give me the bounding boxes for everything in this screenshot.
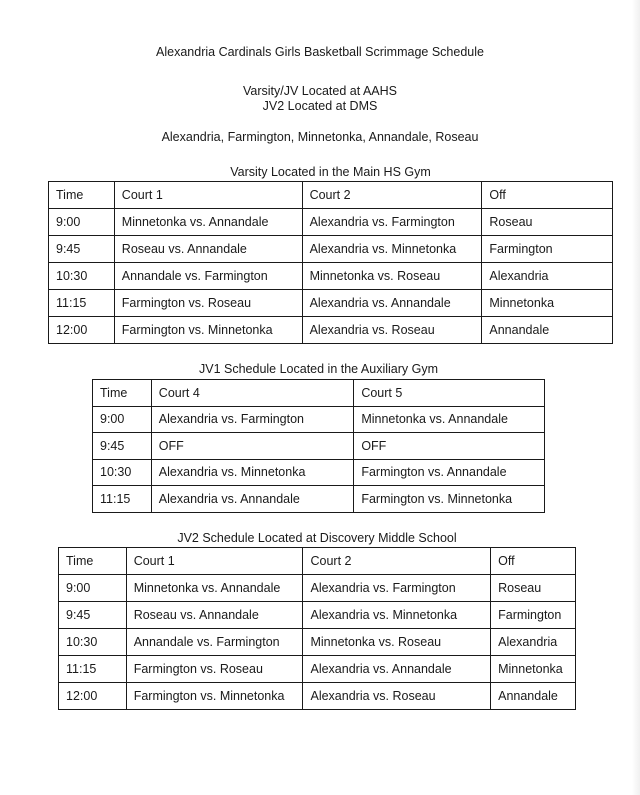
table-cell: Farmington vs. Minnetonka xyxy=(126,683,303,710)
table-cell: Annandale vs. Farmington xyxy=(114,263,302,290)
location-line-1: Varsity/JV Located at AAHS xyxy=(242,84,397,98)
column-header: Court 1 xyxy=(126,548,303,575)
table-row xyxy=(49,263,613,290)
time-cell: 10:30 xyxy=(49,263,115,290)
location-line-2: JV2 Located at DMS xyxy=(262,99,378,113)
time-cell: 9:00 xyxy=(93,406,152,433)
time-cell: 12:00 xyxy=(49,317,115,344)
table-cell: Farmington vs. Annandale xyxy=(354,459,545,486)
table-cell: Annandale xyxy=(482,317,613,344)
time-cell: 11:15 xyxy=(49,290,115,317)
table-cell: Farmington vs. Minnetonka xyxy=(354,486,545,513)
table-cell: Alexandria vs. Roseau xyxy=(303,683,491,710)
table-cell: Alexandria vs. Annandale xyxy=(302,290,482,317)
table-row xyxy=(49,290,613,317)
table-row xyxy=(49,209,613,236)
time-cell: 11:15 xyxy=(93,486,152,513)
table-row xyxy=(59,683,576,710)
document-title: Alexandria Cardinals Girls Basketball Scrimmage Schedule xyxy=(156,45,484,59)
table-cell: Alexandria vs. Annandale xyxy=(151,486,354,513)
time-cell: 9:45 xyxy=(93,433,152,460)
column-header: Court 5 xyxy=(354,380,545,407)
table-cell: Minnetonka vs. Roseau xyxy=(303,629,491,656)
table-row xyxy=(59,629,576,656)
column-header: Off xyxy=(491,548,576,575)
varsity-header-row xyxy=(49,182,613,209)
jv2-header-row xyxy=(59,548,576,575)
table-cell: Annandale xyxy=(491,683,576,710)
table-cell: Minnetonka xyxy=(482,290,613,317)
table-cell: Alexandria xyxy=(482,263,613,290)
table-cell: OFF xyxy=(151,433,354,460)
table-cell: Annandale vs. Farmington xyxy=(126,629,303,656)
time-cell: 10:30 xyxy=(93,459,152,486)
time-cell: 11:15 xyxy=(59,656,127,683)
table-row xyxy=(49,236,613,263)
column-header: Time xyxy=(49,182,115,209)
varsity-caption: Varsity Located in the Main HS Gym xyxy=(230,165,431,179)
table-cell: Alexandria vs. Roseau xyxy=(302,317,482,344)
column-header: Off xyxy=(482,182,613,209)
table-cell: Roseau vs. Annandale xyxy=(126,602,303,629)
table-cell: Minnetonka vs. Roseau xyxy=(302,263,482,290)
table-cell: Roseau xyxy=(491,575,576,602)
table-cell: Minnetonka vs. Annandale xyxy=(354,406,545,433)
table-cell: Roseau vs. Annandale xyxy=(114,236,302,263)
time-cell: 10:30 xyxy=(59,629,127,656)
column-header: Time xyxy=(93,380,152,407)
jv1-caption: JV1 Schedule Located in the Auxiliary Gym xyxy=(198,362,439,376)
table-cell: Farmington vs. Minnetonka xyxy=(114,317,302,344)
jv2-schedule-table xyxy=(58,547,576,710)
table-cell: OFF xyxy=(354,433,545,460)
table-cell: Alexandria vs. Farmington xyxy=(303,575,491,602)
table-row xyxy=(59,575,576,602)
time-cell: 9:00 xyxy=(49,209,115,236)
time-cell: 9:45 xyxy=(59,602,127,629)
table-cell: Minnetonka vs. Annandale xyxy=(126,575,303,602)
table-cell: Alexandria vs. Minnetonka xyxy=(303,602,491,629)
table-cell: Farmington xyxy=(482,236,613,263)
table-row xyxy=(93,486,545,513)
table-row xyxy=(59,602,576,629)
table-row xyxy=(93,433,545,460)
table-cell: Alexandria vs. Farmington xyxy=(151,406,354,433)
varsity-schedule-table xyxy=(48,181,613,344)
table-cell: Minnetonka vs. Annandale xyxy=(114,209,302,236)
table-cell: Farmington vs. Roseau xyxy=(114,290,302,317)
table-cell: Alexandria xyxy=(491,629,576,656)
table-row xyxy=(93,459,545,486)
column-header: Court 2 xyxy=(303,548,491,575)
table-cell: Farmington xyxy=(491,602,576,629)
table-cell: Alexandria vs. Minnetonka xyxy=(151,459,354,486)
jv1-header-row xyxy=(93,380,545,407)
table-cell: Alexandria vs. Minnetonka xyxy=(302,236,482,263)
column-header: Court 4 xyxy=(151,380,354,407)
time-cell: 9:00 xyxy=(59,575,127,602)
column-header: Time xyxy=(59,548,127,575)
table-row xyxy=(49,317,613,344)
teams-list: Alexandria, Farmington, Minnetonka, Annandale, Roseau xyxy=(161,130,479,144)
jv2-caption: JV2 Schedule Located at Discovery Middle School xyxy=(177,531,457,545)
table-cell: Minnetonka xyxy=(491,656,576,683)
table-cell: Roseau xyxy=(482,209,613,236)
table-cell: Farmington vs. Roseau xyxy=(126,656,303,683)
column-header: Court 2 xyxy=(302,182,482,209)
time-cell: 9:45 xyxy=(49,236,115,263)
column-header: Court 1 xyxy=(114,182,302,209)
table-row xyxy=(93,406,545,433)
table-cell: Alexandria vs. Farmington xyxy=(302,209,482,236)
table-cell: Alexandria vs. Annandale xyxy=(303,656,491,683)
time-cell: 12:00 xyxy=(59,683,127,710)
table-row xyxy=(59,656,576,683)
jv1-schedule-table xyxy=(92,379,545,513)
scan-edge-shadow xyxy=(632,0,640,795)
